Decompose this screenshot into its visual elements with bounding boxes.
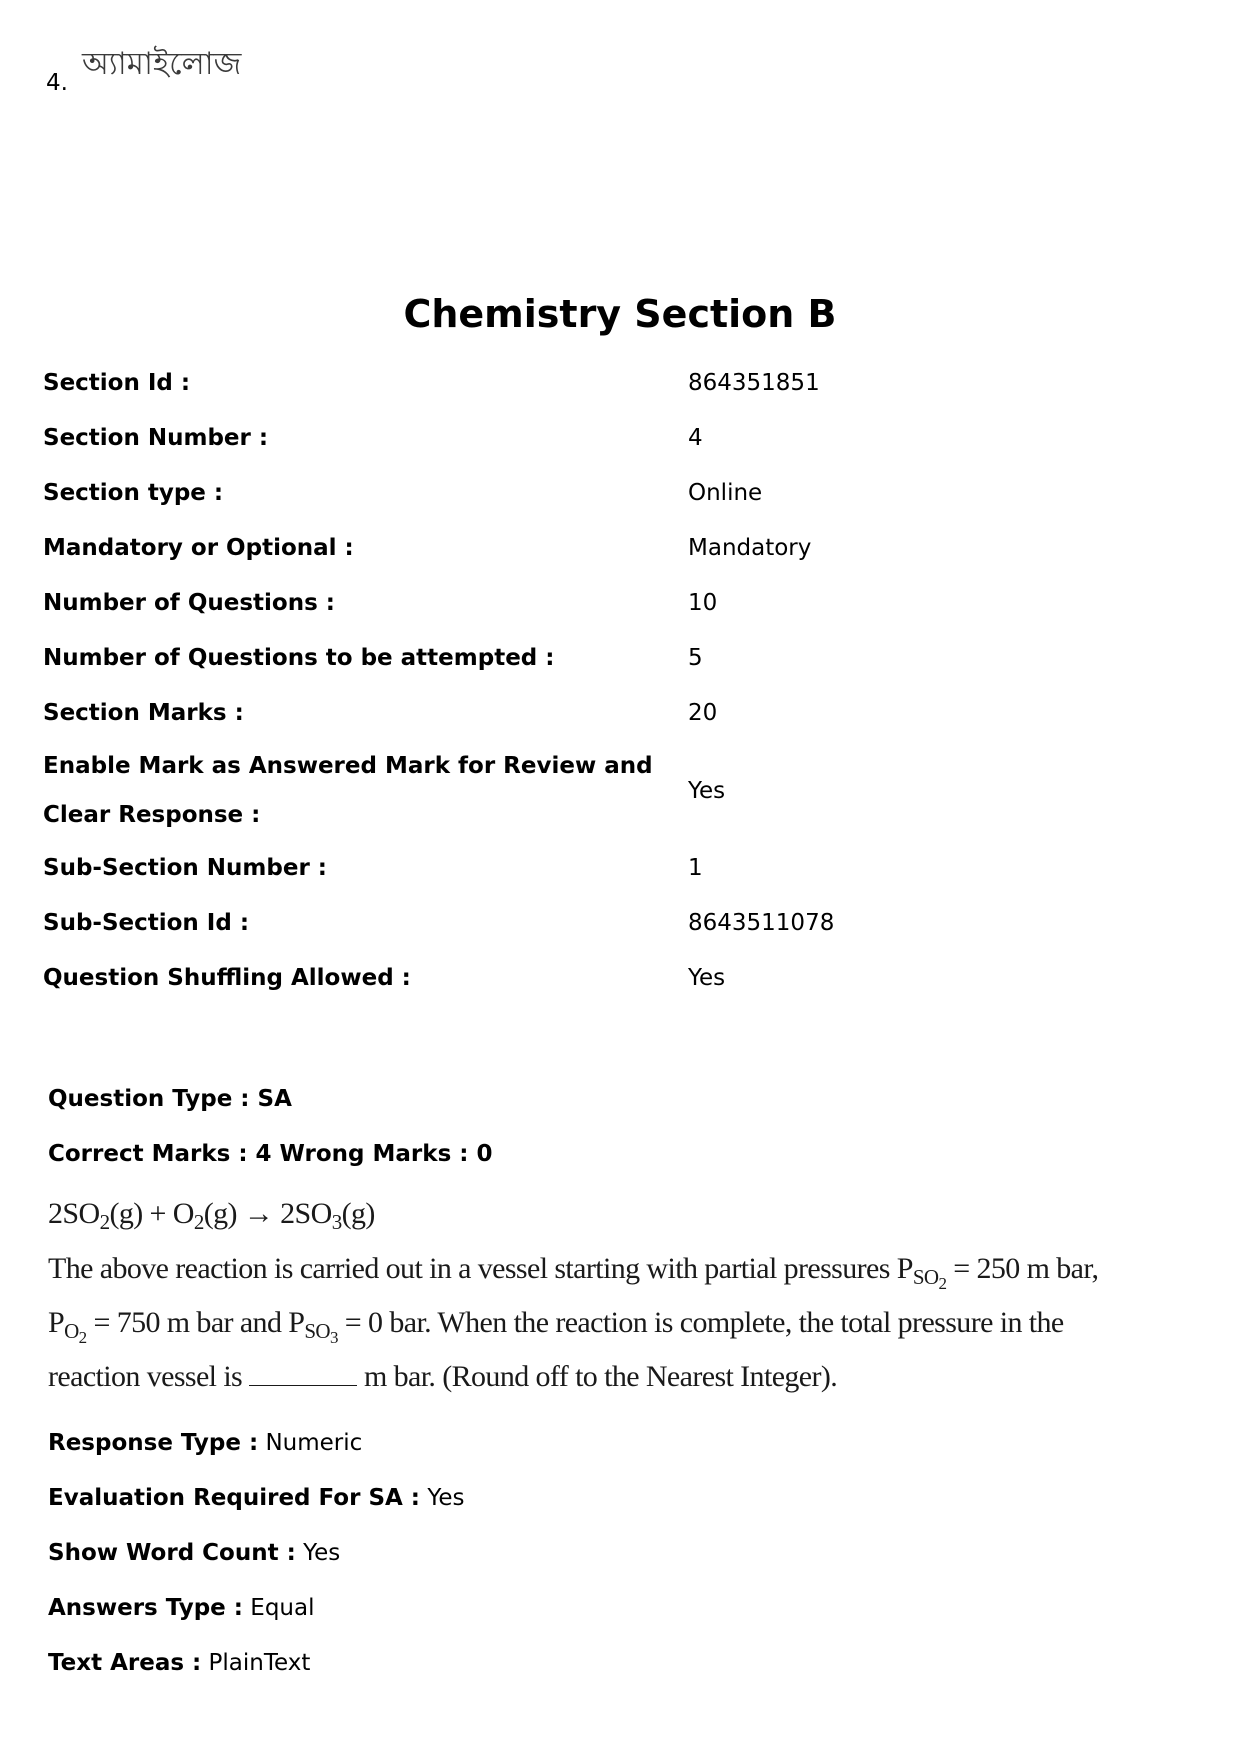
info-row [43, 466, 1193, 521]
info-row [43, 741, 1193, 841]
option-text-bengali: অ্যামাইলোজ [81, 46, 242, 82]
info-label [43, 741, 688, 841]
info-label-line: Enable Mark as Answered Mark for Review and [43, 753, 653, 779]
answer-blank [249, 1357, 357, 1386]
question-attribute: Evaluation Required For SA : Yes [48, 1485, 465, 1511]
question-block [48, 1072, 1198, 1691]
section-title: Chemistry Section B [403, 292, 837, 336]
info-label: Section Id : [43, 370, 191, 396]
question-attribute: Answers Type : Equal [48, 1595, 315, 1621]
question-text-line: The above reaction is carried out in a vessel starting with partial pressures $P_{SO_2} = 250$ m bar, [48, 1252, 1099, 1293]
info-row [43, 356, 1193, 411]
info-value: 1 [688, 855, 703, 881]
question-attribute: Text Areas : PlainText [48, 1650, 311, 1676]
info-row [43, 521, 1193, 576]
info-label: Mandatory or Optional : [43, 535, 354, 561]
info-row [43, 896, 1193, 951]
info-row [43, 686, 1193, 741]
info-value: 20 [688, 700, 718, 726]
info-value: 8643511078 [688, 910, 835, 936]
info-row [43, 951, 1193, 1006]
question-text-line: $P_{O_2} = 750$ m bar and $P_{SO_3} = 0$ bar. When the reaction is complete, the total pressure in the [48, 1306, 1064, 1347]
info-value: Online [688, 480, 763, 506]
info-row [43, 631, 1193, 686]
reaction-equation: $2SO_2(g) + O_2(g) \to 2SO_3(g)$ [48, 1197, 375, 1234]
info-value: 4 [688, 425, 703, 451]
info-row [43, 411, 1193, 466]
info-row [43, 841, 1193, 896]
info-value: 10 [688, 590, 718, 616]
option-number: 4. [46, 70, 68, 96]
question-text-line: reaction vessel is m bar. (Round off to the Nearest Integer). [48, 1350, 1198, 1404]
info-value: Mandatory [688, 535, 812, 561]
question-content [48, 1186, 1198, 1404]
info-value: 5 [688, 645, 703, 671]
info-label: Number of Questions to be attempted : [43, 645, 555, 671]
question-attribute: Response Type : Numeric [48, 1430, 363, 1456]
info-value: Yes [688, 777, 726, 804]
info-label: Section Marks : [43, 700, 244, 726]
info-label: Sub-Section Id : [43, 910, 250, 936]
option-4 [46, 40, 241, 96]
question-type: Question Type : SA [48, 1086, 292, 1112]
info-label: Sub-Section Number : [43, 855, 328, 881]
info-label: Number of Questions : [43, 590, 335, 616]
info-label: Section Number : [43, 425, 269, 451]
info-value: 864351851 [688, 370, 820, 396]
info-row [43, 576, 1193, 631]
info-label: Section type : [43, 480, 224, 506]
info-label-line: Clear Response : [43, 802, 261, 828]
info-value: Yes [688, 965, 726, 991]
section-info-table [43, 356, 1193, 1006]
question-attribute: Show Word Count : Yes [48, 1540, 341, 1566]
info-label: Question Shuffling Allowed : [43, 965, 411, 991]
question-marks: Correct Marks : 4 Wrong Marks : 0 [48, 1141, 493, 1167]
